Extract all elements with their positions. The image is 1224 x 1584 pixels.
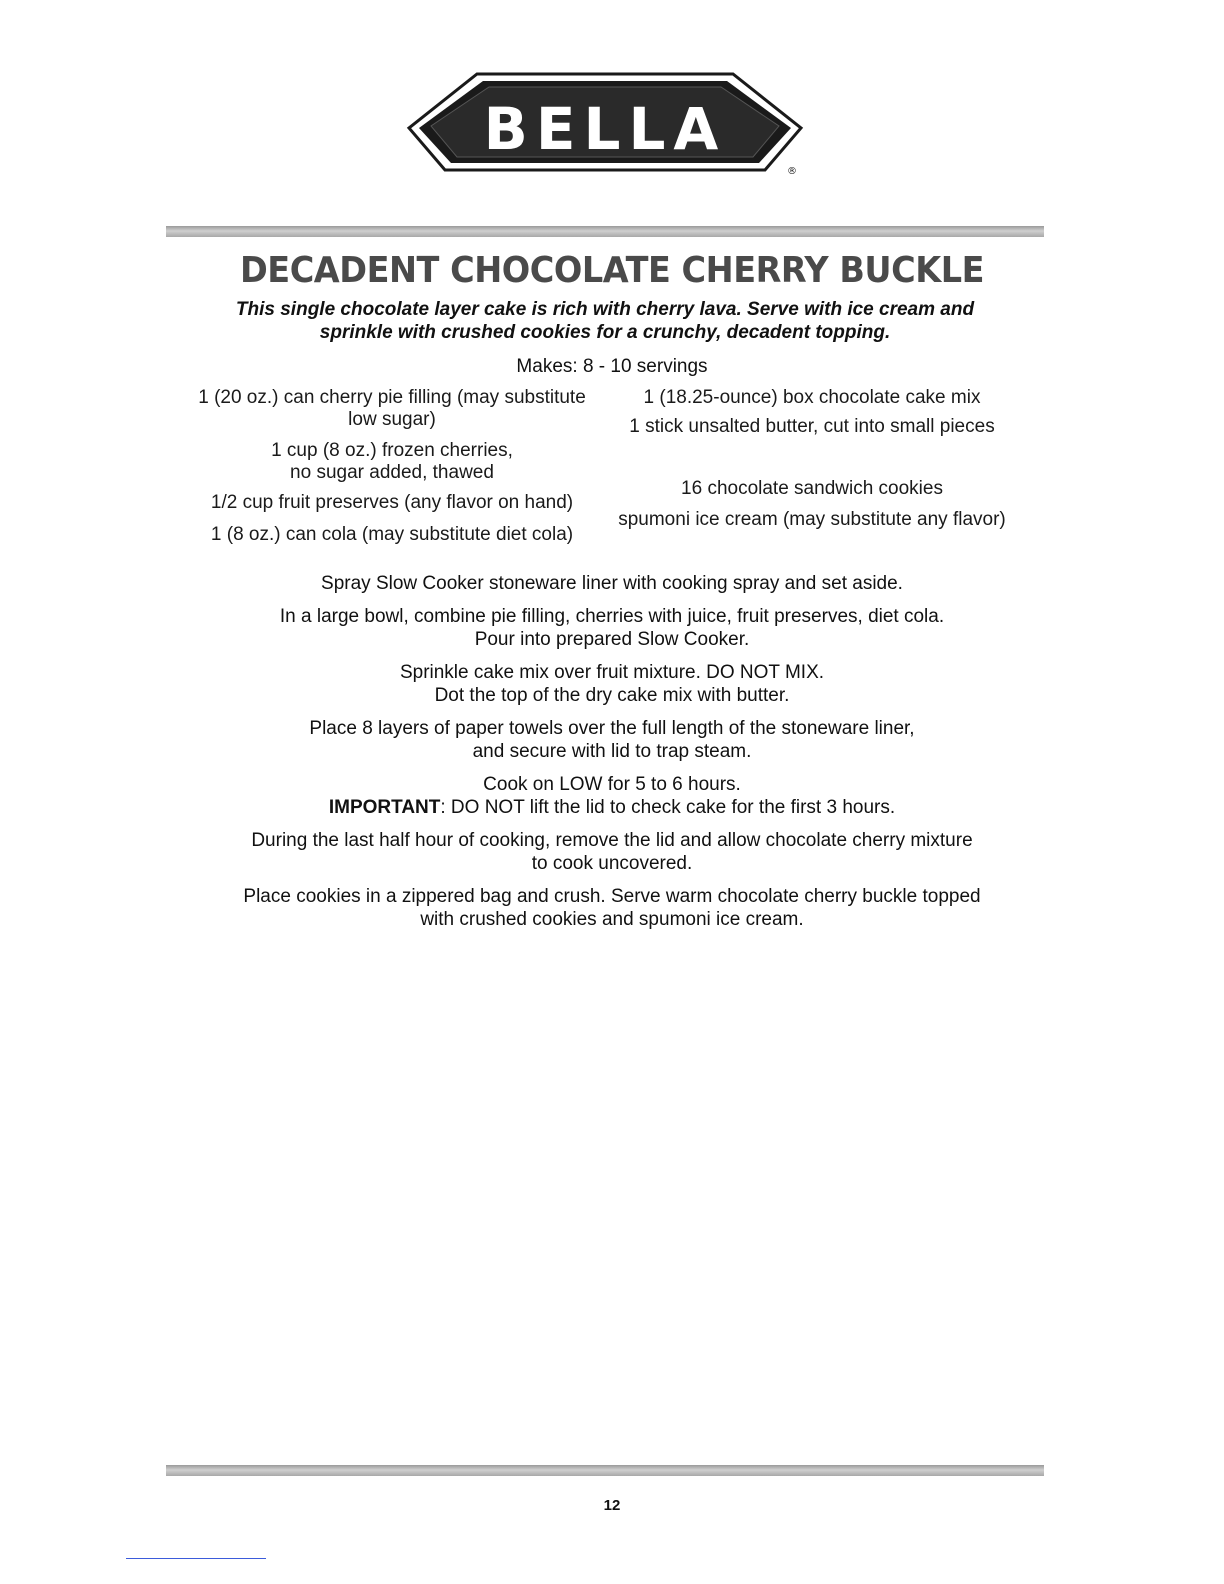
bottom-divider xyxy=(166,1465,1044,1476)
ingredient-line: no sugar added, thawed xyxy=(290,462,494,483)
recipe-intro xyxy=(180,298,1030,344)
logo-wordmark: BELLA xyxy=(483,95,727,163)
ingredient-line: 1 (20 oz.) can cherry pie filling (may substitute xyxy=(198,387,586,408)
step-line: and secure with lid to trap steam. xyxy=(472,741,752,762)
recipe-title: DECADENT CHOCOLATE CHERRY BUCKLE xyxy=(239,250,985,291)
ingredient-line: 1 cup (8 oz.) frozen cherries, xyxy=(271,440,513,461)
step-line: Dot the top of the dry cake mix with butter. xyxy=(434,685,790,706)
step-line: During the last half hour of cooking, remove the lid and allow chocolate cherry mixture xyxy=(251,830,973,851)
step-line: Place cookies in a zippered bag and crush. Serve warm chocolate cherry buckle topped xyxy=(243,886,981,907)
directions xyxy=(160,572,1064,941)
step xyxy=(160,717,1064,763)
ingredient-line: 1 (8 oz.) can cola (may substitute diet cola) xyxy=(210,524,574,545)
top-divider xyxy=(166,226,1044,237)
intro-line: sprinkle with crushed cookies for a crunchy, decadent topping. xyxy=(319,322,891,343)
bella-logo xyxy=(405,70,805,180)
ingredient-item xyxy=(186,440,598,484)
ingredient-item xyxy=(606,387,1018,409)
step-line: : DO NOT lift the lid to check cake for the first 3 hours. xyxy=(440,797,896,818)
ingredient-item xyxy=(186,524,598,546)
ingredient-line: 1 stick unsalted butter, cut into small pieces xyxy=(629,416,995,437)
step xyxy=(160,572,1064,595)
ingredient-item xyxy=(606,509,1018,531)
step-line: Place 8 layers of paper towels over the full length of the stoneware liner, xyxy=(309,718,915,739)
step-line: with crushed cookies and spumoni ice cream. xyxy=(420,909,804,930)
step xyxy=(160,885,1064,931)
step-line: Pour into prepared Slow Cooker. xyxy=(474,629,750,650)
ingredient-line: 1 (18.25-ounce) box chocolate cake mix xyxy=(643,387,981,408)
step-line: Sprinkle cake mix over fruit mixture. DO NOT MIX. xyxy=(399,662,825,683)
ingredient-item xyxy=(606,478,1018,500)
step-line: In a large bowl, combine pie filling, cherries with juice, fruit preserves, diet cola. xyxy=(279,606,945,627)
step xyxy=(160,661,1064,707)
page-number: 12 xyxy=(603,1497,621,1514)
important-label: IMPORTANT xyxy=(328,797,441,818)
registered-mark: ® xyxy=(787,166,797,177)
step-line: to cook uncovered. xyxy=(531,853,693,874)
step-line: Spray Slow Cooker stoneware liner with cooking spray and set aside. xyxy=(321,573,903,594)
ingredient-line: low sugar) xyxy=(348,409,436,430)
ingredient-line: 1/2 cup fruit preserves (any flavor on hand) xyxy=(210,492,574,513)
servings: Makes: 8 - 10 servings xyxy=(516,356,708,377)
ingredient-item xyxy=(606,416,1018,438)
ingredient-line: spumoni ice cream (may substitute any flavor) xyxy=(618,509,1006,530)
ingredient-item xyxy=(186,387,598,431)
step xyxy=(160,605,1064,651)
intro-line: This single chocolate layer cake is rich with cherry lava. Serve with ice cream and xyxy=(235,299,975,320)
ingredient-line: 16 chocolate sandwich cookies xyxy=(681,478,943,499)
footnote-rule xyxy=(126,1558,266,1559)
step-line: Cook on LOW for 5 to 6 hours. xyxy=(483,774,741,795)
ingredient-item xyxy=(186,492,598,514)
step xyxy=(160,829,1064,875)
step xyxy=(160,773,1064,819)
